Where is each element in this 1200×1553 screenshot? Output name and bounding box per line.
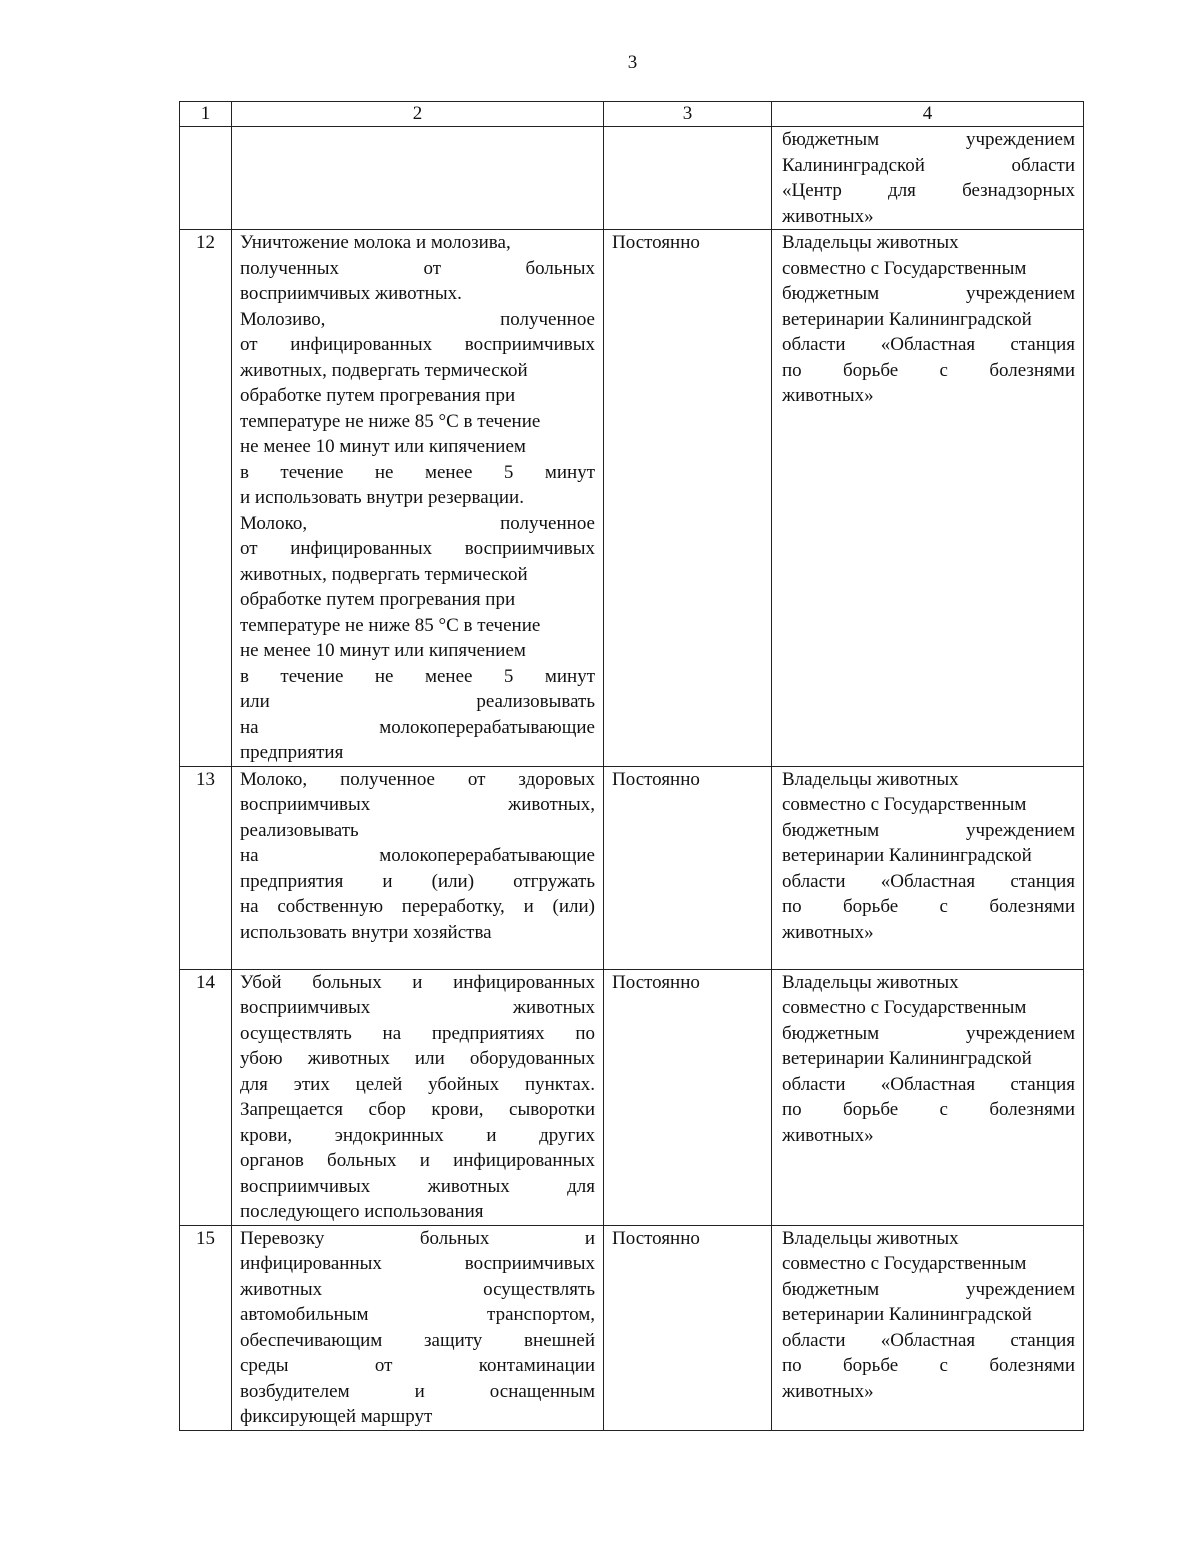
measure-cell — [232, 230, 604, 767]
text-line: последующего использования — [240, 1201, 484, 1222]
text-line: по борьбе с болезнями — [782, 1355, 1075, 1376]
num-cell — [180, 127, 232, 230]
table-header-row — [180, 102, 1084, 127]
text-line: Убой больных и инфицированных — [240, 971, 595, 993]
text-line: восприимчивых животных, — [240, 794, 595, 815]
text-line: «Центр для безнадзорных — [782, 180, 1075, 201]
text-line: Владельцы животных — [782, 1227, 959, 1249]
text-line: области «Областная станция — [782, 1073, 1075, 1095]
text-line: Калининградской области — [782, 154, 1075, 176]
responsible-cell — [772, 1225, 1084, 1430]
text-line: совместно с Государственным — [782, 997, 1027, 1018]
text-line: животных» — [782, 921, 874, 943]
text-line: инфицированных восприимчивых — [240, 1253, 595, 1274]
text-line: в течение не менее 5 минут — [240, 461, 595, 483]
text-line: ветеринарии Калининградской — [782, 845, 1032, 866]
text-line: ветеринарии Калининградской — [782, 308, 1032, 330]
text-line: Молоко, полученное от здоровых — [240, 768, 595, 790]
text-line: области «Областная станция — [782, 870, 1075, 892]
text-line: полученных от больных — [240, 257, 595, 279]
text-line: предприятия — [240, 742, 344, 763]
text-line: совместно с Государственным — [782, 1253, 1027, 1274]
text-line: по борьбе с болезнями — [782, 896, 1075, 917]
text-line: на молокоперерабатывающие — [240, 716, 595, 738]
text-line: животных, подвергать термической — [240, 563, 528, 585]
row-number: 13 — [180, 766, 232, 969]
responsible-cell — [772, 766, 1084, 969]
text-line: фиксирующей маршрут — [240, 1406, 433, 1427]
text-line: убою животных или оборудованных — [240, 1048, 595, 1069]
responsible-cell — [772, 127, 1084, 230]
text-line: или реализовывать — [240, 691, 595, 712]
text-line: ветеринарии Калининградской — [782, 1304, 1032, 1325]
text-line: по борьбе с болезнями — [782, 1099, 1075, 1120]
header-cell-3: 3 — [604, 102, 772, 127]
text-line: не менее 10 минут или кипячением — [240, 436, 526, 457]
text-line: Запрещается сбор крови, сыворотки — [240, 1099, 595, 1120]
text-line: Молозиво, полученное — [240, 308, 595, 330]
text-line: животных» — [782, 385, 874, 406]
text-line: области «Областная станция — [782, 334, 1075, 355]
text-line: и использовать внутри резервации. — [240, 487, 524, 508]
text-line: совместно с Государственным — [782, 794, 1027, 815]
text-line: осуществлять на предприятиях по — [240, 1022, 595, 1044]
row-number: 15 — [180, 1225, 232, 1430]
text-line: бюджетным учреждением — [782, 283, 1075, 304]
text-line: среды от контаминации — [240, 1355, 595, 1376]
text-line: предприятия и (или) отгружать — [240, 870, 595, 892]
text-line: в течение не менее 5 минут — [240, 665, 595, 687]
measures-table — [179, 101, 1084, 1431]
text-line: Молоко, полученное — [240, 512, 595, 534]
header-cell-4: 4 — [772, 102, 1084, 127]
text-line: автомобильным транспортом, — [240, 1304, 595, 1325]
table-row — [180, 1225, 1084, 1430]
text-line: животных, подвергать термической — [240, 359, 528, 381]
text-line: совместно с Государственным — [782, 257, 1027, 279]
text-line: обработке путем прогревания при — [240, 385, 516, 406]
table-row — [180, 969, 1084, 1225]
text-line: от инфицированных восприимчивых — [240, 538, 595, 559]
text-line: обработке путем прогревания при — [240, 589, 516, 610]
text-line: ветеринарии Калининградской — [782, 1048, 1032, 1069]
text-line: использовать внутри хозяйства — [240, 921, 492, 943]
text-line: Владельцы животных — [782, 768, 959, 790]
term-cell — [604, 127, 772, 230]
term-cell: Постоянно — [604, 766, 772, 969]
text-line: от инфицированных восприимчивых — [240, 334, 595, 355]
text-line: температуре не ниже 85 °С в течение — [240, 410, 541, 432]
row-number: 12 — [180, 230, 232, 767]
text-line: Владельцы животных — [782, 971, 959, 993]
text-line: на молокоперерабатывающие — [240, 845, 595, 866]
text-line: возбудителем и оснащенным — [240, 1380, 595, 1402]
text-line: восприимчивых животных. — [240, 283, 462, 304]
text-line: Владельцы животных — [782, 232, 959, 253]
text-line: на собственную переработку, и (или) — [240, 896, 595, 917]
text-line: бюджетным учреждением — [782, 1022, 1075, 1044]
row-number: 14 — [180, 969, 232, 1225]
text-line: по борьбе с болезнями — [782, 359, 1075, 381]
text-line: Перевозку больных и — [240, 1227, 595, 1249]
text-line: для этих целей убойных пунктах. — [240, 1073, 595, 1095]
text-line: бюджетным учреждением — [782, 819, 1075, 841]
text-line: животных осуществлять — [240, 1278, 595, 1300]
table-row-continuation — [180, 127, 1084, 230]
table-row — [180, 766, 1084, 969]
text-line: не менее 10 минут или кипячением — [240, 640, 526, 661]
term-cell: Постоянно — [604, 1225, 772, 1430]
responsible-cell — [772, 969, 1084, 1225]
text-line: восприимчивых животных для — [240, 1175, 595, 1197]
term-cell: Постоянно — [604, 230, 772, 767]
responsible-cell — [772, 230, 1084, 767]
text-line: животных» — [782, 1380, 874, 1402]
text-line: органов больных и инфицированных — [240, 1150, 595, 1171]
page-number: 3 — [627, 52, 638, 73]
measure-cell — [232, 766, 604, 969]
text-line: бюджетным учреждением — [782, 1278, 1075, 1300]
text-line: бюджетным учреждением — [782, 129, 1075, 150]
text-line: температуре не ниже 85 °С в течение — [240, 614, 541, 636]
text-line: крови, эндокринных и других — [240, 1124, 595, 1146]
table-row — [180, 230, 1084, 767]
term-cell: Постоянно — [604, 969, 772, 1225]
text-line: реализовывать — [240, 819, 359, 841]
text-line: животных» — [782, 1124, 874, 1146]
measure-cell — [232, 969, 604, 1225]
text-line: животных» — [782, 205, 874, 227]
text-line: восприимчивых животных — [240, 997, 595, 1018]
text-line: Уничтожение молока и молозива, — [240, 232, 511, 253]
text-line: обеспечивающим защиту внешней — [240, 1329, 595, 1351]
header-cell-1: 1 — [180, 102, 232, 127]
measure-cell — [232, 1225, 604, 1430]
text-line: области «Областная станция — [782, 1329, 1075, 1351]
header-cell-2: 2 — [232, 102, 604, 127]
measure-cell — [232, 127, 604, 230]
